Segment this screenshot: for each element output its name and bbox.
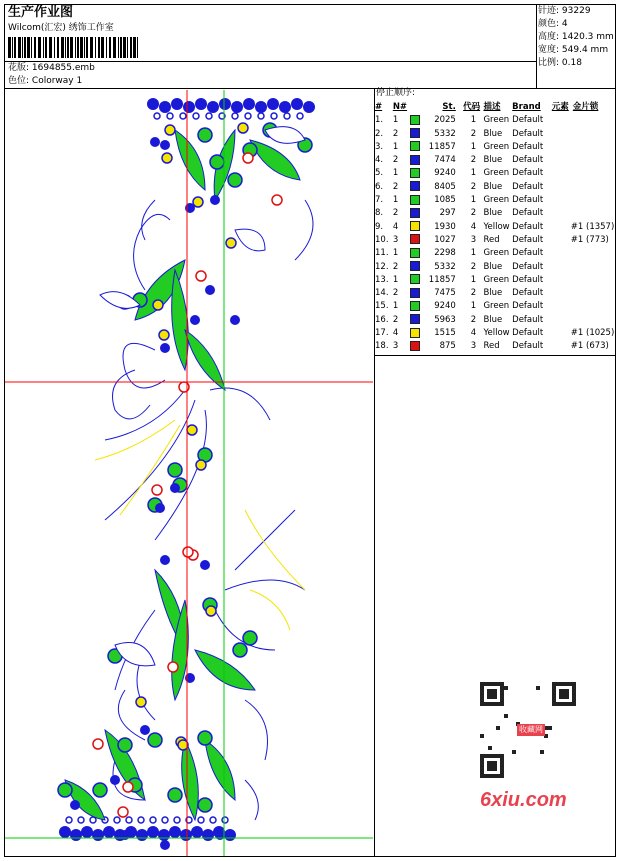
row-no: 15. xyxy=(375,301,389,312)
row-no: 10. xyxy=(375,234,389,245)
row-no: 6. xyxy=(375,181,384,192)
color-swatch-icon xyxy=(410,195,420,205)
row-code: 2 xyxy=(470,314,477,325)
row-brand: Default xyxy=(512,128,544,139)
row-element xyxy=(552,167,571,180)
row-swatch xyxy=(408,300,421,313)
row-sequin: #1 (1357) xyxy=(570,221,615,232)
row-no: 17. xyxy=(375,328,389,339)
row-n: 2 xyxy=(392,314,399,325)
table-row xyxy=(374,141,620,154)
row-element xyxy=(552,207,571,220)
row-stitches: 875 xyxy=(439,341,456,352)
row-n: 2 xyxy=(392,155,399,166)
table-row xyxy=(374,340,620,353)
row-element xyxy=(552,234,571,247)
table-header-row xyxy=(374,101,620,114)
row-sequin xyxy=(571,154,620,167)
design-file-row xyxy=(8,64,95,73)
row-brand: Default xyxy=(512,288,544,299)
row-code: 2 xyxy=(470,288,477,299)
row-swatch xyxy=(408,207,421,220)
row-desc: Blue xyxy=(483,288,503,299)
stitches-row xyxy=(538,7,591,16)
color-swatch-icon xyxy=(410,128,420,138)
row-sequin: #1 (673) xyxy=(570,341,609,352)
color-swatch-icon xyxy=(410,208,420,218)
row-stitches: 1027 xyxy=(434,234,456,245)
table-row xyxy=(374,300,620,313)
row-desc: Red xyxy=(483,234,500,245)
row-brand: Default xyxy=(512,168,544,179)
row-stitches: 8405 xyxy=(434,181,456,192)
scale-value: 0.18 xyxy=(561,58,582,68)
row-code: 2 xyxy=(470,128,477,139)
row-brand: Default xyxy=(512,115,544,126)
row-code: 2 xyxy=(470,208,477,219)
row-brand: Default xyxy=(512,341,544,352)
row-brand: Default xyxy=(512,301,544,312)
row-brand: Default xyxy=(512,234,544,245)
height-value: 1420.3 mm xyxy=(561,32,614,42)
stop-sequence-title: 停止顺序: xyxy=(376,88,416,98)
row-desc: Green xyxy=(483,248,510,259)
row-stitches: 9240 xyxy=(434,168,456,179)
colors-label: 颜色: xyxy=(538,19,560,29)
row-n: 2 xyxy=(392,288,399,299)
row-brand: Default xyxy=(512,208,544,219)
row-code: 4 xyxy=(470,221,477,232)
row-desc: Blue xyxy=(483,314,503,325)
row-stitches: 2025 xyxy=(434,115,456,126)
colorway: Colorway 1 xyxy=(31,76,83,86)
row-n: 2 xyxy=(392,208,399,219)
row-stitches: 9240 xyxy=(434,301,456,312)
row-swatch xyxy=(408,327,421,340)
row-code: 1 xyxy=(470,141,477,152)
colorway-label: 色位: xyxy=(8,76,30,86)
row-swatch xyxy=(408,167,421,180)
col-element: 元素 xyxy=(551,102,569,112)
color-swatch-icon xyxy=(410,248,420,258)
barcode xyxy=(8,37,140,58)
color-swatch-icon xyxy=(410,141,420,151)
row-swatch xyxy=(408,234,421,247)
row-element xyxy=(552,300,571,313)
row-desc: Green xyxy=(483,274,510,285)
color-swatch-icon xyxy=(410,328,420,338)
page-title: 生产作业图 xyxy=(8,5,74,20)
colors-row xyxy=(538,20,568,29)
row-desc: Yellow xyxy=(483,328,510,339)
row-stitches: 2298 xyxy=(434,248,456,259)
color-swatch-icon xyxy=(410,168,420,178)
row-stitches: 1515 xyxy=(434,328,456,339)
row-no: 4. xyxy=(375,155,384,166)
row-brand: Default xyxy=(512,221,544,232)
row-code: 4 xyxy=(470,328,477,339)
color-swatch-icon xyxy=(410,274,420,284)
row-stitches: 1085 xyxy=(434,195,456,206)
row-brand: Default xyxy=(512,195,544,206)
table-row xyxy=(374,114,620,127)
table-row xyxy=(374,274,620,287)
row-code: 2 xyxy=(470,155,477,166)
col-sequin: 金片锁 xyxy=(572,102,599,112)
row-sequin xyxy=(571,247,620,260)
row-sequin: #1 (773) xyxy=(570,234,609,245)
row-n: 2 xyxy=(392,261,399,272)
row-swatch xyxy=(408,261,421,274)
width-row xyxy=(538,46,608,55)
row-swatch xyxy=(408,141,421,154)
row-stitches: 1930 xyxy=(434,221,456,232)
row-desc: Yellow xyxy=(483,221,510,232)
row-code: 1 xyxy=(470,248,477,259)
width-value: 549.4 mm xyxy=(561,45,609,55)
row-code: 1 xyxy=(470,115,477,126)
row-desc: Blue xyxy=(483,208,503,219)
row-sequin xyxy=(571,300,620,313)
table-row xyxy=(374,128,620,141)
row-n: 1 xyxy=(392,195,399,206)
row-sequin xyxy=(571,114,620,127)
info-divider xyxy=(536,4,537,88)
color-swatch-icon xyxy=(410,301,420,311)
col-no: # xyxy=(375,102,383,112)
row-sequin xyxy=(571,207,620,220)
row-brand: Default xyxy=(512,328,544,339)
row-no: 7. xyxy=(375,195,384,206)
height-row xyxy=(538,33,614,42)
design-file-label: 花版: xyxy=(8,63,30,73)
row-code: 2 xyxy=(470,261,477,272)
row-sequin xyxy=(571,274,620,287)
row-no: 9. xyxy=(375,221,384,232)
color-swatch-icon xyxy=(410,181,420,191)
color-swatch-icon xyxy=(410,115,420,125)
row-swatch xyxy=(408,340,421,353)
row-sequin xyxy=(571,261,620,274)
row-no: 18. xyxy=(375,341,389,352)
row-desc: Green xyxy=(483,115,510,126)
row-desc: Blue xyxy=(483,155,503,166)
table-row xyxy=(374,327,620,340)
color-swatch-icon xyxy=(410,234,420,244)
row-no: 11. xyxy=(375,248,389,259)
row-desc: Blue xyxy=(483,261,503,272)
row-sequin xyxy=(571,141,620,154)
row-sequin xyxy=(571,194,620,207)
row-swatch xyxy=(408,154,421,167)
row-no: 12. xyxy=(375,261,389,272)
row-desc: Green xyxy=(483,141,510,152)
row-sequin xyxy=(571,314,620,327)
row-no: 1. xyxy=(375,115,384,126)
row-swatch xyxy=(408,128,421,141)
row-brand: Default xyxy=(512,314,544,325)
row-element xyxy=(552,194,571,207)
row-brand: Default xyxy=(512,155,544,166)
color-swatch-icon xyxy=(410,288,420,298)
row-element xyxy=(552,327,571,340)
site-logo: 6xiu.com xyxy=(480,789,567,811)
row-stitches: 5963 xyxy=(434,314,456,325)
row-sequin xyxy=(571,287,620,300)
table-row xyxy=(374,234,620,247)
colors-value: 4 xyxy=(561,19,568,29)
row-swatch xyxy=(408,114,421,127)
color-swatch-icon xyxy=(410,155,420,165)
row-n: 3 xyxy=(392,234,399,245)
table-row xyxy=(374,287,620,300)
row-element xyxy=(552,247,571,260)
row-brand: Default xyxy=(512,261,544,272)
row-n: 4 xyxy=(392,221,399,232)
table-row xyxy=(374,207,620,220)
row-n: 1 xyxy=(392,141,399,152)
row-swatch xyxy=(408,221,421,234)
row-desc: Blue xyxy=(483,181,503,192)
row-desc: Blue xyxy=(483,128,503,139)
row-code: 2 xyxy=(470,181,477,192)
row-element xyxy=(552,128,571,141)
row-desc: Red xyxy=(483,341,500,352)
col-brand: Brand xyxy=(512,102,541,112)
row-stitches: 5332 xyxy=(434,128,456,139)
color-swatch-icon xyxy=(410,341,420,351)
row-element xyxy=(552,221,571,234)
row-stitches: 7475 xyxy=(434,288,456,299)
stop-sequence-table xyxy=(374,101,620,354)
row-element xyxy=(552,314,571,327)
scale-row xyxy=(538,59,582,68)
row-n: 1 xyxy=(392,168,399,179)
table-row xyxy=(374,181,620,194)
row-n: 3 xyxy=(392,341,399,352)
row-stitches: 5332 xyxy=(434,261,456,272)
col-desc: 描述 xyxy=(483,102,501,112)
row-sequin xyxy=(571,128,620,141)
row-no: 3. xyxy=(375,141,384,152)
row-code: 3 xyxy=(470,341,477,352)
row-brand: Default xyxy=(512,181,544,192)
header-divider-top xyxy=(4,61,537,62)
stitches-value: 93229 xyxy=(561,6,591,16)
row-swatch xyxy=(408,194,421,207)
company-name: Wilcom(汇宏) 绣饰工作室 xyxy=(8,23,114,33)
row-no: 5. xyxy=(375,168,384,179)
row-no: 16. xyxy=(375,314,389,325)
row-no: 14. xyxy=(375,288,389,299)
row-no: 8. xyxy=(375,208,384,219)
table-row xyxy=(374,221,620,234)
color-swatch-icon xyxy=(410,261,420,271)
row-n: 1 xyxy=(392,301,399,312)
table-row xyxy=(374,167,620,180)
col-code: 代码 xyxy=(463,102,481,112)
row-code: 1 xyxy=(470,301,477,312)
watermark-stamp: 收藏网 xyxy=(519,725,543,734)
row-brand: Default xyxy=(512,274,544,285)
row-code: 3 xyxy=(470,234,477,245)
col-swatch xyxy=(408,101,421,114)
embroidery-preview xyxy=(5,90,373,856)
row-element xyxy=(552,154,571,167)
row-desc: Green xyxy=(483,301,510,312)
row-n: 2 xyxy=(392,128,399,139)
row-desc: Green xyxy=(483,195,510,206)
row-element xyxy=(552,114,571,127)
row-element xyxy=(552,287,571,300)
width-label: 宽度: xyxy=(538,45,560,55)
header-divider-bottom xyxy=(4,88,616,89)
row-n: 1 xyxy=(392,274,399,285)
row-stitches: 297 xyxy=(439,208,456,219)
row-element xyxy=(552,274,571,287)
table-row xyxy=(374,194,620,207)
row-code: 1 xyxy=(470,274,477,285)
row-code: 1 xyxy=(470,195,477,206)
colorway-row xyxy=(8,77,82,86)
table-divider xyxy=(374,355,616,356)
color-swatch-icon xyxy=(410,314,420,324)
row-no: 2. xyxy=(375,128,384,139)
row-stitches: 11857 xyxy=(428,274,456,285)
row-n: 1 xyxy=(392,115,399,126)
row-swatch xyxy=(408,314,421,327)
row-swatch xyxy=(408,274,421,287)
table-row xyxy=(374,247,620,260)
row-desc: Green xyxy=(483,168,510,179)
scale-label: 比例: xyxy=(538,58,560,68)
row-n: 1 xyxy=(392,248,399,259)
row-stitches: 7474 xyxy=(434,155,456,166)
row-element xyxy=(552,141,571,154)
row-swatch xyxy=(408,181,421,194)
col-n: N# xyxy=(392,102,408,112)
col-st: St. xyxy=(442,102,456,112)
row-sequin xyxy=(571,181,620,194)
row-element xyxy=(552,181,571,194)
row-element xyxy=(552,340,571,353)
row-stitches: 11857 xyxy=(428,141,456,152)
stitches-label: 针迹: xyxy=(538,6,560,16)
row-brand: Default xyxy=(512,248,544,259)
design-file: 1694855.emb xyxy=(31,63,95,73)
color-swatch-icon xyxy=(410,221,420,231)
row-code: 1 xyxy=(470,168,477,179)
height-label: 高度: xyxy=(538,32,560,42)
table-row xyxy=(374,314,620,327)
table-row xyxy=(374,154,620,167)
row-swatch xyxy=(408,287,421,300)
table-row xyxy=(374,261,620,274)
row-element xyxy=(552,261,571,274)
row-no: 13. xyxy=(375,274,389,285)
row-sequin xyxy=(571,167,620,180)
row-swatch xyxy=(408,247,421,260)
row-n: 2 xyxy=(392,181,399,192)
row-sequin: #1 (1025) xyxy=(570,328,615,339)
row-brand: Default xyxy=(512,141,544,152)
row-n: 4 xyxy=(392,328,399,339)
